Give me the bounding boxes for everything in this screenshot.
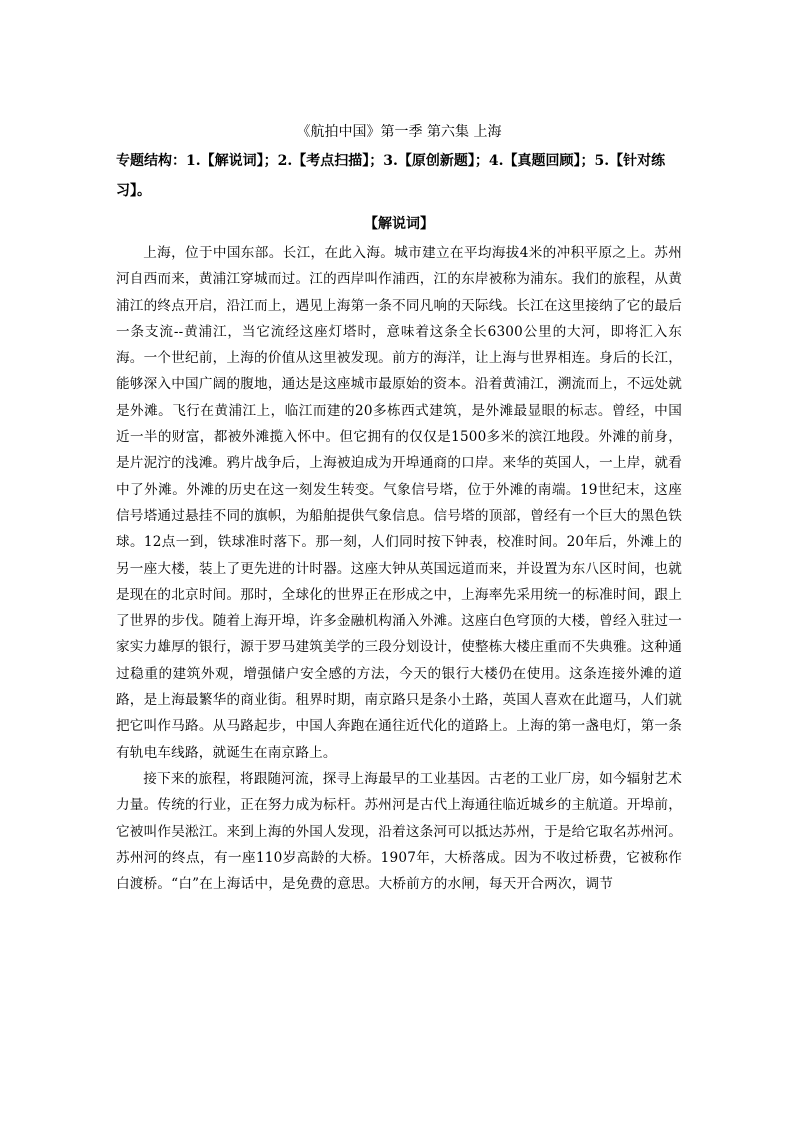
narration-paragraph: 接下来的旅程，将跟随河流，探寻上海最早的工业基因。古老的工业厂房，如今辐射艺术力量。传统的行业，正在努力成为标杆。苏州河是古代上海通往临近城乡的主航道。开埠前，它被叫作吴淞江。来到上海的外国人发现，沿着这条河可以抵达苏州，于是给它取名苏州河。苏州河的终点，有一座110岁高龄的大桥。1907年，大桥落成。因为不收过桥费，它被称作白渡桥。“白”在上海话中，是免费的意思。大桥前方的水闸，每天开合两次，调节	[116, 770, 682, 893]
document-title: 《航拍中国》第一季 第六集 上海	[296, 124, 502, 140]
topic-structure-line: 专题结构：1.【解说词】；2.【考点扫描】；3.【原创新题】；4.【真题回顾】；5.【针对练习】。	[116, 153, 666, 199]
section-heading-narration: 【解说词】	[364, 216, 434, 232]
document-page	[116, 122, 682, 897]
narration-paragraph: 上海，位于中国东部。长江，在此入海。城市建立在平均海拔4米的冲积平原之上。苏州河自西而来，黄浦江穿城而过。江的西岸叫作浦西，江的东岸被称为浦东。我们的旅程，从黄浦江的终点开启，沿江而上，遇见上海第一条不同凡响的天际线。长江在这里接纳了它的最后一条支流--黄浦江，当它流经这座灯塔时，意味着这条全长6300公里的大河，即将汇入东海。一个世纪前，上海的价值从这里被发现。前方的海洋，让上海与世界相连。身后的长江，能够深入中国广阔的腹地，通达是这座城市最原始的资本。沿着黄浦江，溯流而上，不远处就是外滩。飞行在黄浦江上，临江而建的20多栋西式建筑，是外滩最显眼的标志。曾经，中国近一半的财富，都被外滩揽入怀中。但它拥有的仅仅是1500多米的滨江地段。外滩的前身，是片泥泞的浅滩。鸦片战争后，上海被迫成为开埠通商的口岸。来华的英国人，一上岸，就看中了外滩。外滩的历史在这一刻发生转变。气象信号塔，位于外滩的南端。19世纪末，这座信号塔通过悬挂不同的旗帜，为船舶提供气象信息。信号塔的顶部，曾经有一个巨大的黑色铁球。12点一到，铁球准时落下。那一刻，人们同时按下钟表，校准时间。20年后，外滩上的另一座大楼，装上了更先进的计时器。这座大钟从英国远道而来，并设置为东八区时间，也就是现在的北京时间。那时，全球化的世界正在形成之中，上海率先采用统一的标准时间，跟上了世界的步伐。随着上海开埠，许多金融机构涌入外滩。这座白色穹顶的大楼，曾经入驻过一家实力雄厚的银行，源于罗马建筑美学的三段分划设计，使整栋大楼庄重而不失典雅。这种通过稳重的建筑外观，增强储户安全感的方法，今天的银行大楼仍在使用。这条连接外滩的道路，是上海最繁华的商业街。租界时期，南京路只是条小土路，英国人喜欢在此遛马，人们就把它叫作马路。从马路起步，中国人奔跑在通往近代化的道路上。上海的第一盏电灯，第一条有轨电车线路，就诞生在南京路上。	[116, 245, 682, 761]
